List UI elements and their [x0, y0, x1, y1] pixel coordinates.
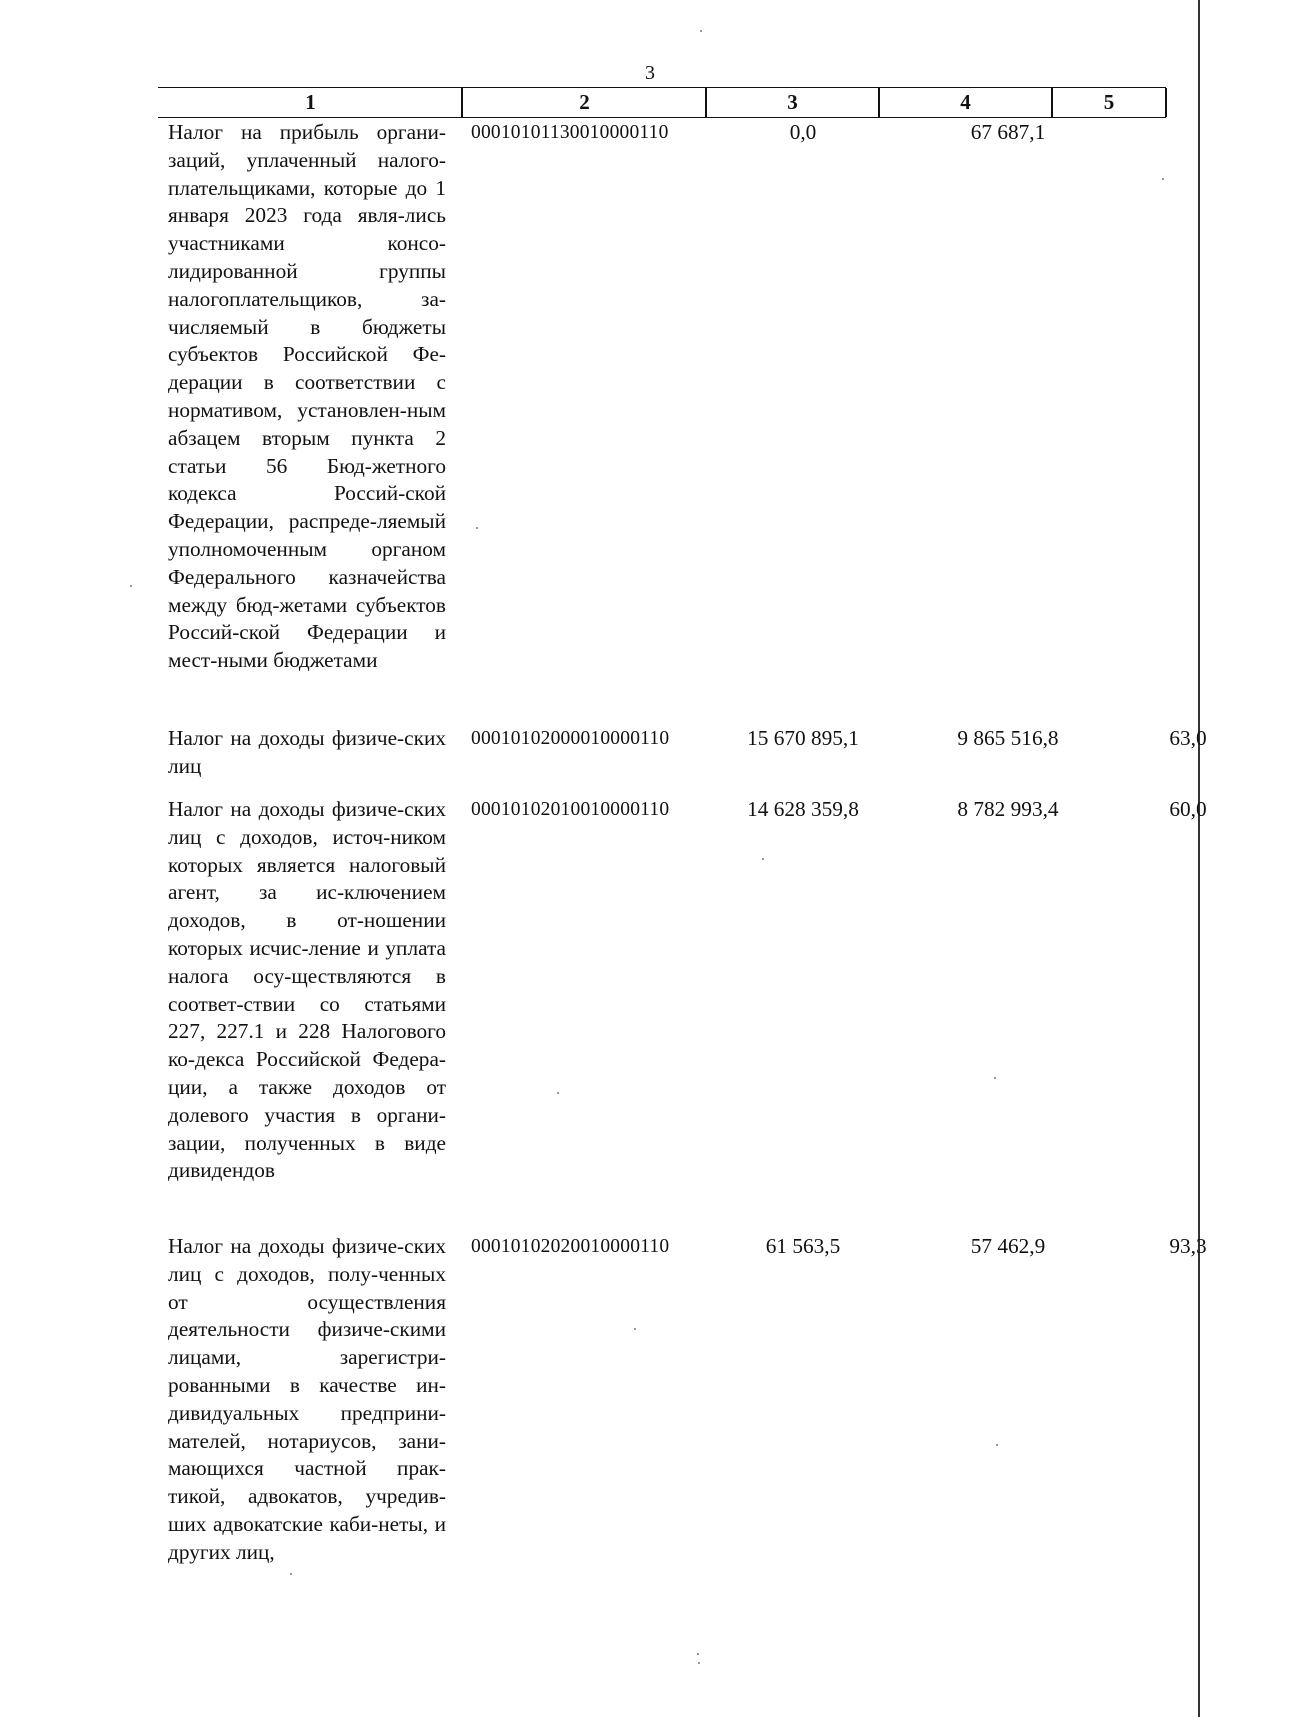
row-col4-value: 8 782 993,4	[957, 797, 1059, 821]
row-col3-value: 0,0	[789, 120, 817, 144]
scan-speck	[700, 30, 702, 32]
row-col4-value: 57 462,9	[970, 1234, 1046, 1258]
page-number: 3	[645, 62, 655, 84]
scan-edge	[1198, 0, 1200, 1717]
header-col-1: 1	[305, 90, 316, 114]
scan-speck	[1162, 178, 1164, 180]
row-code: 00010102020010000110	[471, 1236, 670, 1257]
row-col3-value: 61 563,5	[765, 1234, 841, 1258]
row-code: 00010101130010000110	[471, 122, 669, 143]
header-col-2: 2	[579, 90, 590, 114]
scan-speck	[290, 1573, 292, 1575]
row-code: 00010102000010000110	[471, 728, 670, 749]
scan-speck	[634, 1328, 636, 1330]
table-header	[158, 87, 1166, 118]
scan-speck	[698, 1662, 700, 1664]
row-col5-value: 93,3	[1169, 1234, 1207, 1258]
scan-speck	[130, 585, 132, 587]
row-col3-value: 15 670 895,1	[747, 726, 859, 750]
scan-speck	[996, 1444, 998, 1446]
scan-speck	[476, 527, 478, 529]
row-description: Налог на доходы физиче-ских лиц с доходов, источ-ником которых является налоговый агент, за ис-ключением доходов, в от-ношении которых исчис-ление и уплата налога осу-ществляются в соответ-ствии со статьями 227, 227.1 и 228 Налогового ко-декса Российской Федера-ции, а также доходов от долевого участия в органи-зации, полученных в виде дивидендов	[168, 797, 446, 1183]
row-description: Налог на доходы физиче-ских лиц	[168, 726, 446, 778]
row-col4-value: 67 687,1	[970, 120, 1046, 144]
row-description: Налог на доходы физиче-ских лиц с доходов, полу-ченных от осуществления деятельности физиче-скими лицами, зарегистри-рованными в качестве ин-дивидуальных предприни-мателей, нотариусов, зани-мающихся частной прак-тикой, адвокатов, учредив-ших адвокатские каби-неты, и других лиц,	[168, 1234, 446, 1564]
row-col5-value: 63,0	[1169, 726, 1207, 750]
header-col-3: 3	[787, 90, 798, 114]
scan-speck	[994, 1077, 996, 1079]
header-divider	[1165, 88, 1167, 117]
scan-speck	[762, 858, 764, 860]
row-code: 00010102010010000110	[471, 799, 670, 820]
scan-speck	[697, 1653, 699, 1655]
header-col-4: 4	[960, 90, 971, 114]
header-col-5: 5	[1103, 90, 1115, 114]
row-col4-value: 9 865 516,8	[957, 726, 1059, 750]
row-col5-value: 60,0	[1169, 797, 1207, 821]
row-description: Налог на прибыль органи-заций, уплаченный налого-плательщиками, которые до 1 января 2023 года явля-лись участниками консо-лидированной группы налогоплательщиков, за-числяемый в бюджеты субъектов Российской Фе-дерации в соответствии с нормативом, установлен-ным абзацем вторым пункта 2 статьи 56 Бюд-жетного кодекса Россий-ской Федерации, распреде-ляемый уполномоченным органом Федерального казначейства между бюд-жетами субъектов Россий-ской Федерации и мест-ными бюджетами	[168, 120, 446, 673]
scan-speck	[557, 1092, 559, 1094]
row-col3-value: 14 628 359,8	[747, 797, 859, 821]
